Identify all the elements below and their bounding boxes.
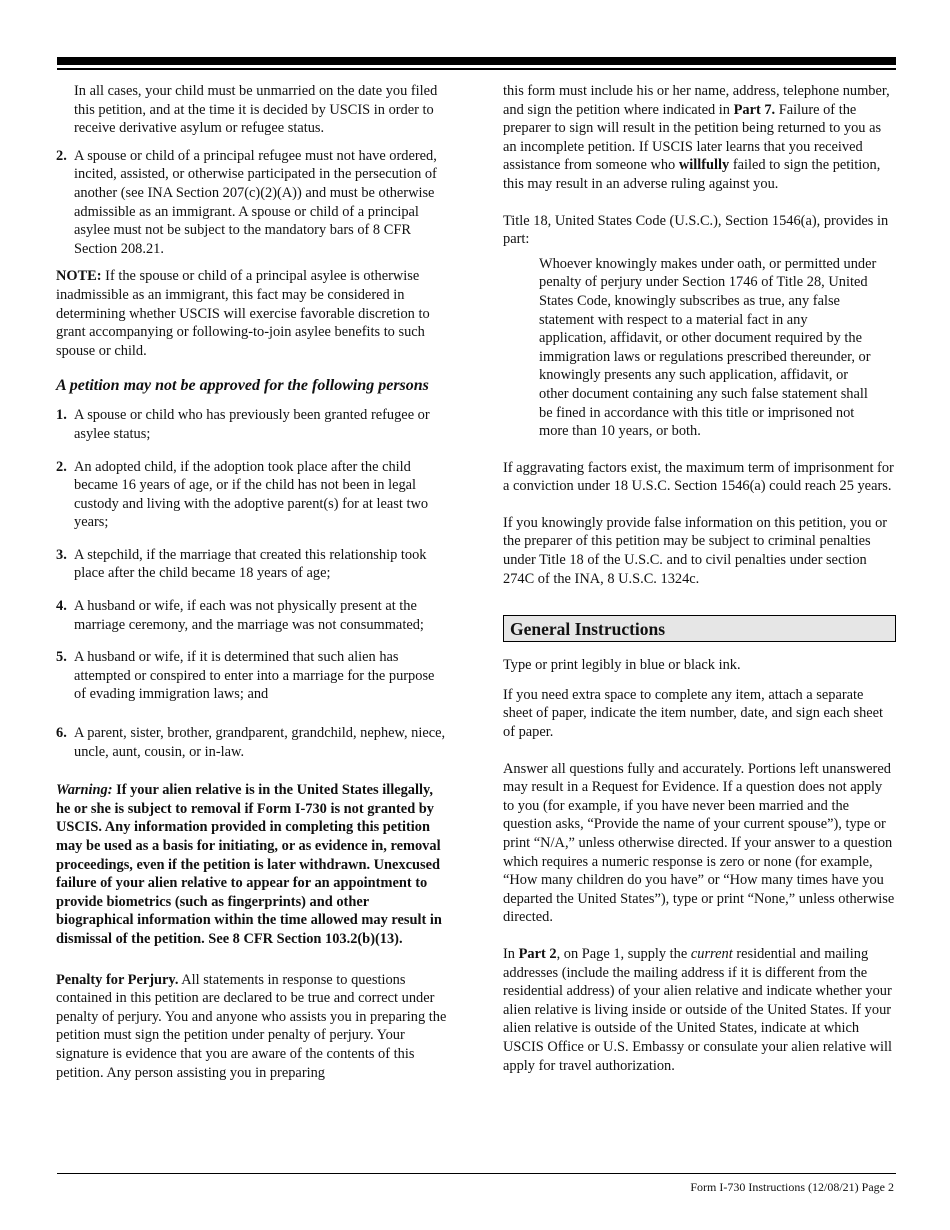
item-number: 3. [56,546,67,563]
extra-space-paragraph: If you need extra space to complete any item, attach a separate sheet of paper, indicate the item number, date, and sign each sheet of paper. [503,686,884,741]
item-text: A parent, sister, brother, grandparent, grandchild, nephew, niece, uncle, aunt, cousin, or in-law. [74,725,446,760]
note-label: NOTE: [56,268,102,285]
section-heading: A petition may not be approved for the following persons [56,377,429,395]
top-rule-thick [57,57,896,65]
type-print-paragraph: Type or print legibly in blue or black ink. [503,657,741,674]
title-18-paragraph: Title 18, United States Code (U.S.C.), Section 1546(a), provides in part: [503,212,889,248]
list-item [56,724,448,761]
item-text: An adopted child, if the adoption took place after the child became 16 years of age, or if the child has not been in legal custody and living with the adoptive parent(s) for at least two years; [74,458,429,531]
page-footer: Form I-730 Instructions (12/08/21) Page 2 [690,1180,894,1194]
item-number: 6. [56,725,67,742]
list-item [56,597,448,634]
statute-quote: Whoever knowingly makes under oath, or permitted under penalty of perjury under Section 1746 of Title 28, United States Code, knowingly subscribes as true, any false statement with respect to a material fact in any application, affidavit, or other document required by the immigration laws or regulations prescribed thereunder, or knowingly presents any such application, affidavit, or other document containing any such false statement shall be fined in accordance with this title or imprisoned not more than 10 years, or both. [539,255,877,440]
list-item [56,546,448,583]
item-number: 5. [56,649,67,666]
penalty-label: Penalty for Perjury. [56,971,179,988]
item-number: 2. [56,458,67,475]
penalty-paragraph [56,971,448,1083]
preparer-text-3: failed to sign the petition, this may result in an adverse ruling against you. [503,157,881,192]
item-text: A spouse or child who has previously been granted refugee or asylee status; [74,407,430,442]
part-7-ref: Part 7. [733,101,776,118]
item-text: A husband or wife, if each was not physically present at the marriage ceremony, and the marriage was not consummated; [74,598,424,633]
current-word: current [690,945,733,962]
willfully-word: willfully [678,157,730,174]
part-2-ref: Part 2 [518,945,557,962]
part-2-text-1: In [503,945,519,962]
note-text: If the spouse or child of a principal asylee is otherwise inadmissible as an immigrant, this fact may be considered in determining whether USCIS will exercise favorable discretion to grant accompanying or following-to-join asylee benefits to such spouse or child. [56,268,430,359]
answer-all-paragraph: Answer all questions fully and accurately. Portions left unanswered may result in a Request for Evidence. If a question does not apply to you (for example, if you have never been married and the question asks, “Provide the name of your current spouse”), type or print “N/A,” unless otherwise directed. If your answer to a question which requires a numeric response is zero or none (for example, “How many children do you have” or “How many times have you departed the United States”), type or print “None,” unless otherwise directed. [503,760,895,926]
item-text: A stepchild, if the marriage that created this relationship took place after the child became 18 years of age; [74,546,427,582]
false-info-paragraph: If you knowingly provide false information on this petition, you or the preparer of this petition may be subject to criminal penalties under Title 18 of the U.S.C. and to civil penalties under section 274C of the INA, 8 U.S.C. 1324c. [503,514,888,587]
part-2-paragraph [503,945,896,1075]
item-text: A spouse or child of a principal refugee must not have ordered, incited, assisted, or otherwise participated in the persecution of another (see INA Section 207(c)(2)(A)) and must be otherwise admissible as an immigrant. A spouse or child of a principal asylee must not be subject to the mandatory bars of 8 CFR Section 208.21. [74,147,437,257]
right-column [503,82,896,1075]
list-item [56,406,448,443]
child-unmarried-paragraph: In all cases, your child must be unmarried on the date you filed this petition, and at the time it is decided by USCIS in order to receive derivative asylum or refugee status. [74,83,438,137]
list-item [56,147,448,259]
note-paragraph [56,267,448,360]
item-number: 1. [56,407,67,424]
list-item [56,648,448,704]
item-number: 4. [56,598,67,615]
penalty-text: All statements in response to questions contained in this petition are declared to be true and correct under penalty of perjury. You and anyone who assists you in preparing the petition must sign the petition under penalty of perjury. Your signature is evidence that you are aware of the contents of this petition. Any person assisting you in preparing [56,971,447,1081]
ineligible-list [56,406,448,761]
bottom-rule [57,1173,896,1174]
warning-paragraph [56,781,448,948]
top-rule-thin [57,68,896,70]
part-2-text-3: residential and mailing addresses (include the mailing address if it is different from the residential address) of your alien relative and indicate whether your alien relative is living inside or outside of the United States. If your alien relative is outside of the United States, indicate at which USCIS Office or U.S. Embassy or consulate your alien relative will apply for travel authorization. [503,945,893,1074]
aggravating-paragraph: If aggravating factors exist, the maximum term of imprisonment for a conviction under 18 U.S.C. Section 1546(a) could reach 25 years. [503,459,894,495]
preparer-paragraph [503,82,896,194]
warning-label: Warning: [56,782,113,799]
list-item [56,458,448,532]
warning-text: If your alien relative is in the United States illegally, he or she is subject to removal if Form I-730 is not granted by USCIS. Any information provided in completing this petition may be used as a basis for initiating, or as evidence in, removal proceedings, even if the petition is later withdrawn. Unexcused failure of your alien relative to appear for an appointment to provide biometrics (such as fingerprints) and other biographical information within the time allowed may result in dismissal of the petition. See 8 CFR Section 103.2(b)(13). [56,782,442,947]
item-number: 2. [56,147,67,164]
left-column [56,82,448,1082]
general-instructions-heading: General Instructions [503,615,896,642]
item-text: A husband or wife, if it is determined that such alien has attempted or conspired to enter into a marriage for the purpose of evading immigration laws; and [74,649,435,703]
preparer-text-1: this form must include his or her name, address, telephone number, and sign the petition where indicated in [503,83,890,118]
part-2-text-2: , on Page 1, supply the [556,945,691,962]
preparer-text-2: Failure of the preparer to sign will result in the petition being returned to you as an incomplete petition. If USCIS later learns that you received assistance from someone who [503,101,882,174]
